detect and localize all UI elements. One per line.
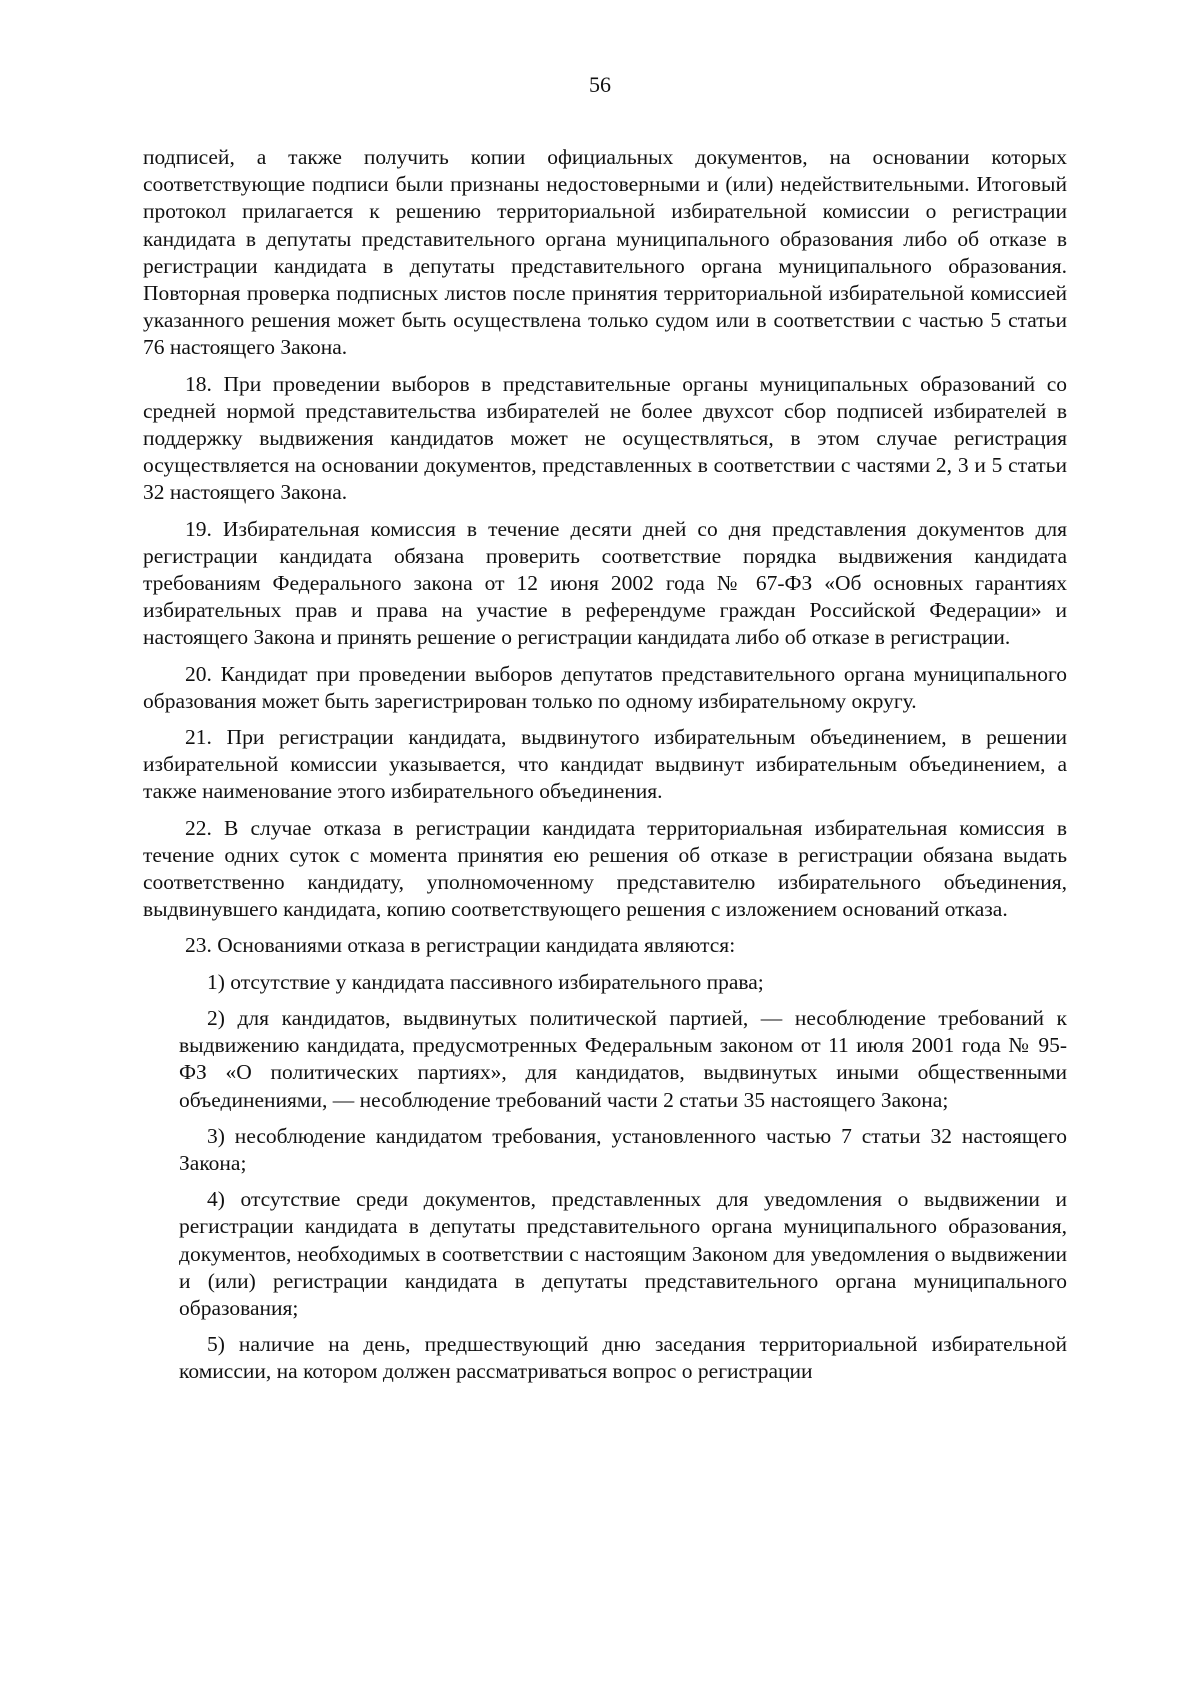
paragraph-20: 20. Кандидат при проведении выборов депутатов представительного органа муниципального образования может быть зарегистрирован только по одному избирательному округу.	[143, 661, 1067, 713]
paragraph-18: 18. При проведении выборов в представительные органы муниципальных образований со средней нормой представительства избирателей не более двухсот сбор подписей избирателей в поддержку выдвижения кандидатов может не осуществляться, в этом случае регистрация осуществляется на основании документов, представленных в соответствии с частями 2, 3 и 5 статьи 32 настоящего Закона.	[143, 371, 1067, 505]
list-item-1: 1) отсутствие у кандидата пассивного избирательного права;	[207, 969, 764, 994]
list-item-4: 4) отсутствие среди документов, представленных для уведомления о выдвижении и регистрации кандидата в депутаты представительного органа муниципального образования, документов, необходимых в соответствии с настоящим Законом для уведомления о выдвижении и (или) регистрации кандидата в депутаты представительного органа муниципального образования;	[179, 1187, 1067, 1320]
page-number: 56	[589, 72, 611, 97]
paragraph-19: 19. Избирательная комиссия в течение десяти дней со дня представления документов для регистрации кандидата обязана проверить соответствие порядка выдвижения кандидата требованиям Федерального закона от 12 июня 2002 года № 67-ФЗ «Об основных гарантиях избирательных прав и права на участие в референдуме граждан Российской Федерации» и настоящего Закона и принять решение о регистрации кандидата либо об отказе в регистрации.	[143, 516, 1067, 650]
list-item-3: 3) несоблюдение кандидатом требования, установленного частью 7 статьи 32 настоящего Закона;	[179, 1123, 1067, 1175]
paragraph-23: 23. Основаниями отказа в регистрации кандидата являются:	[185, 933, 736, 958]
paragraph-continuation: подписей, а также получить копии официальных документов, на основании которых соответствующие подписи были признаны недостоверными и (или) недействительными. Итоговый протокол прилагается к решению территориальной избирательной комиссии о регистрации кандидата в депутаты представительного органа муниципального образования либо об отказе в регистрации кандидата в депутаты представительного органа муниципального образования. Повторная проверка подписных листов после принятия территориальной избирательной комиссией указанного решения может быть осуществлена только судом или в соответствии с частью 5 статьи 76 настоящего Закона.	[143, 145, 1067, 360]
paragraph-22: 22. В случае отказа в регистрации кандидата территориальная избирательная комиссия в течение одних суток с момента принятия ею решения об отказе в регистрации обязана выдать соответственно кандидату, уполномоченному представителю избирательного объединения, выдвинувшего кандидата, копию соответствующего решения с изложением оснований отказа.	[143, 815, 1067, 922]
list-item-5: 5) наличие на день, предшествующий дню заседания территориальной избирательной комиссии, на котором должен рассматриваться вопрос о регистрации	[179, 1332, 1067, 1384]
paragraph-21: 21. При регистрации кандидата, выдвинутого избирательным объединением, в решении избирательной комиссии указывается, что кандидат выдвинут избирательным объединением, а также наименование этого избирательного объединения.	[143, 725, 1067, 804]
document-body	[143, 144, 1067, 1395]
list-item-2: 2) для кандидатов, выдвинутых политической партией, — несоблюдение требований к выдвижению кандидата, предусмотренных Федеральным законом от 11 июля 2001 года № 95-ФЗ «О политических партиях», для кандидатов, выдвинутых иными общественными объединениями, — несоблюдение требований части 2 статьи 35 настоящего Закона;	[179, 1005, 1067, 1112]
